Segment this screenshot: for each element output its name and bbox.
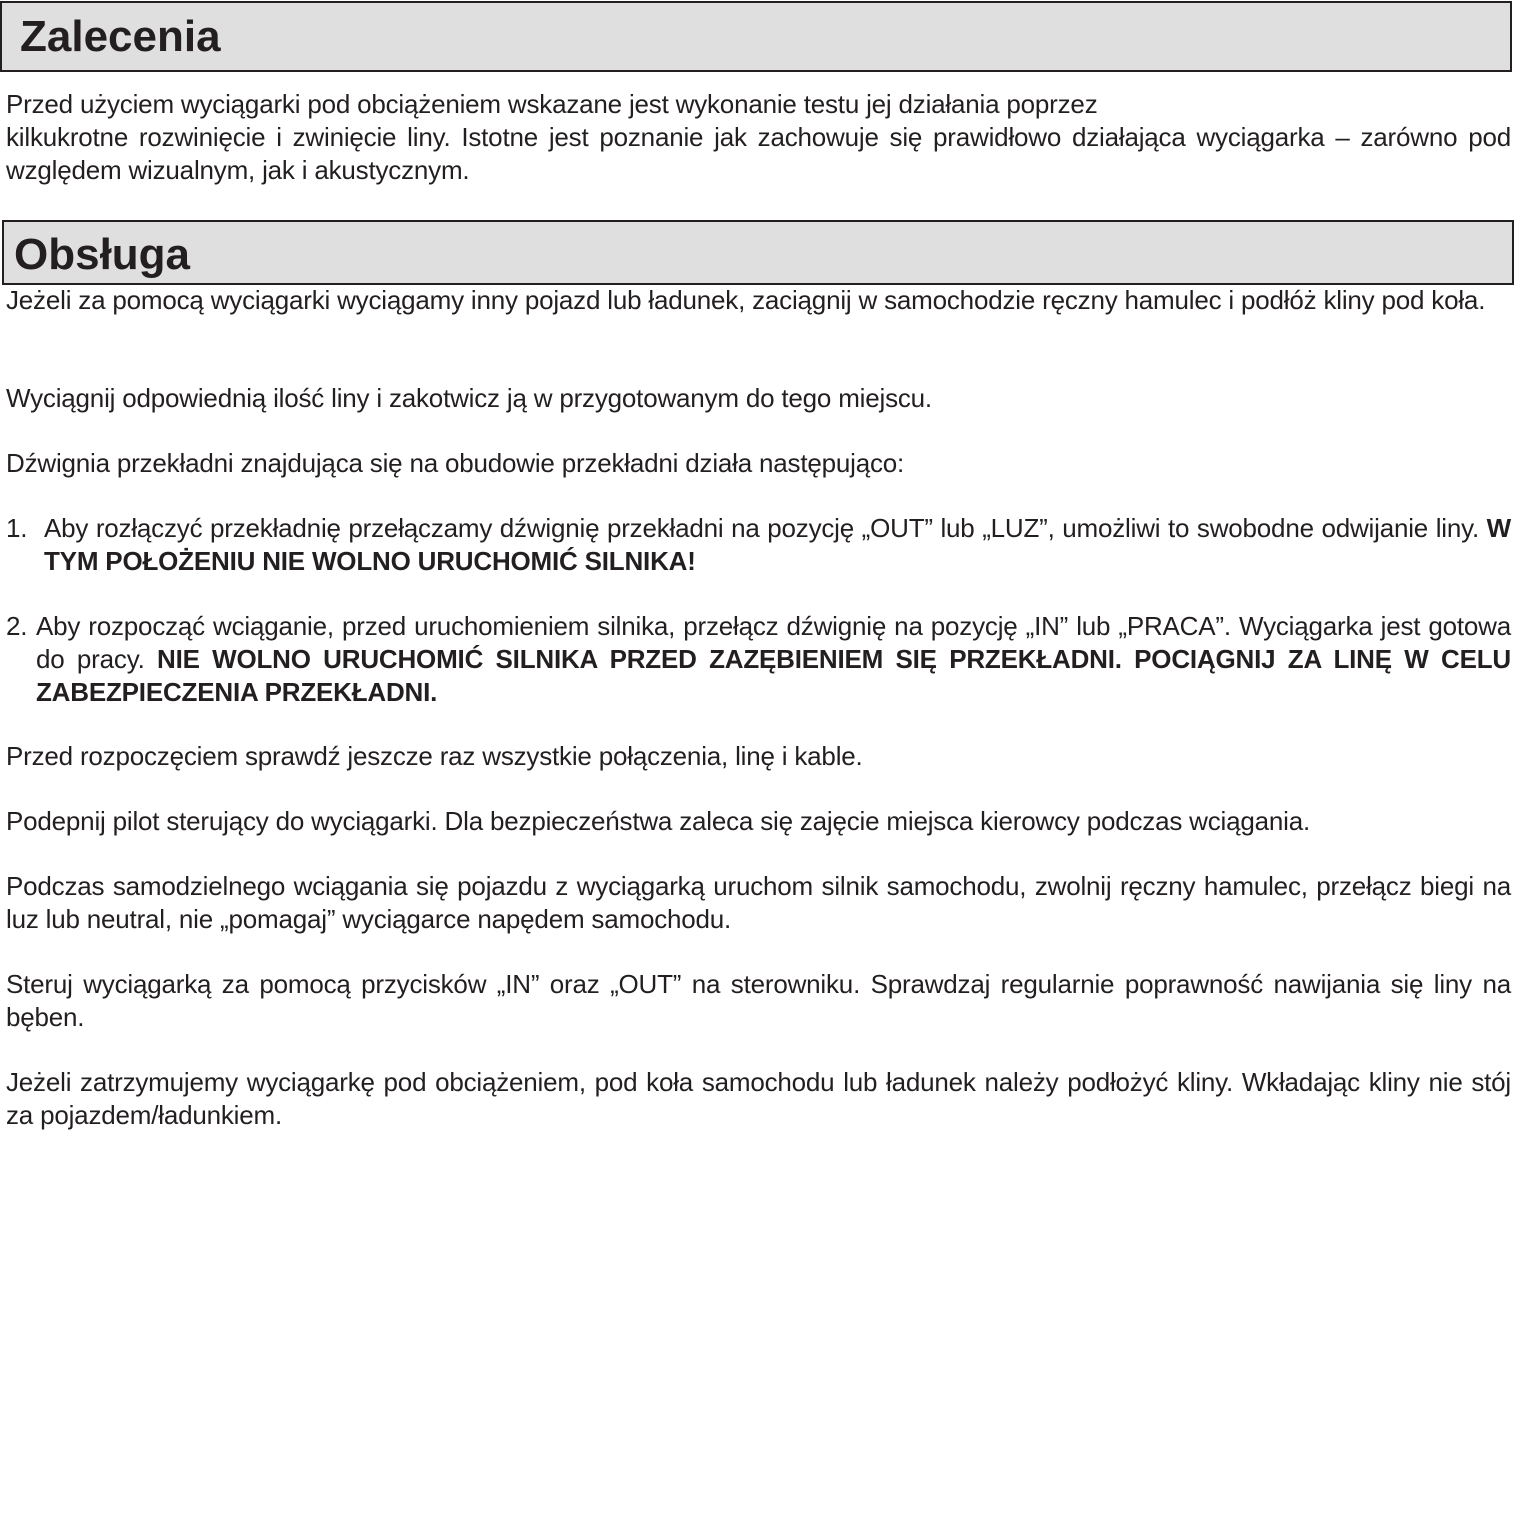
list-item-text: Aby rozpocząć wciąganie, przed uruchomieniem silnika, przełącz dźwignię na pozycję „IN” lub „PRACA”. Wyciągarka jest gotowa do pracy. [36,611,1511,674]
paragraph: Podepnij pilot sterujący do wyciągarki. Dla bezpieczeństwa zaleca się zajęcie miejsca kierowcy podczas wciągania. [6,806,1311,836]
paragraph: Wyciągnij odpowiednią ilość liny i zakotwicz ją w przygotowanym do tego miejscu. [6,383,932,413]
paragraph: Podczas samodzielnego wciągania się pojazdu z wyciągarką uruchom silnik samochodu, zwolnij ręczny hamulec, przełącz biegi na luz lub neutral, nie „pomagaj” wyciągarce napędem samochodu. [6,871,1511,934]
list-item-text: Aby rozłączyć przekładnię przełączamy dźwignię przekładni na pozycję „OUT” lub „LUZ”, umożliwi to swobodne odwijanie liny. [44,513,1480,543]
section-title: Obsługa [14,229,191,279]
paragraph-line: Przed użyciem wyciągarki pod obciążeniem wskazane jest wykonanie testu jej działania poprzez [6,89,1098,119]
warning-text: W TYM POŁOŻENIU NIE WOLNO URUCHOMIĆ SILNIKA! [44,513,1511,576]
section-title: Zalecenia [20,11,221,61]
paragraph: Steruj wyciągarką za pomocą przycisków „IN” oraz „OUT” na sterowniku. Sprawdzaj regularnie poprawność nawijania się liny na bęben. [6,969,1511,1032]
paragraph-zalecenia [6,88,1511,187]
paragraph: Jeżeli zatrzymujemy wyciągarkę pod obciążeniem, pod koła samochodu lub ładunek należy podłożyć kliny. Wkładając kliny nie stój za pojazdem/ładunkiem. [6,1067,1511,1130]
list-item-1 [6,512,1511,578]
section-header-zalecenia [0,1,1512,72]
list-item-2 [6,610,1511,709]
warning-text: NIE WOLNO URUCHOMIĆ SILNIKA PRZED ZAZĘBIENIEM SIĘ PRZEKŁADNI. POCIĄGNIJ ZA LINĘ W CELU ZABEZPIECZENIA PRZEKŁADNI. [36,644,1512,707]
list-item-body [44,512,1511,578]
paragraph: Przed rozpoczęciem sprawdź jeszcze raz wszystkie połączenia, linę i kable. [6,741,863,771]
paragraph: Jeżeli za pomocą wyciągarki wyciągamy inny pojazd lub ładunek, zaciągnij w samochodzie ręczny hamulec i podłóż kliny pod koła. [6,285,1486,315]
paragraph-line: kilkukrotne rozwinięcie i zwinięcie liny. Istotne jest poznanie jak zachowuje się prawidłowo działająca wyciągarka – zarówno pod względem wizualnym, jak i akustycznym. [6,122,1511,185]
list-number: 2. [6,611,28,641]
list-number: 1. [6,513,28,543]
section-header-obsluga [2,220,1514,285]
list-item-body [36,610,1511,709]
paragraph: Dźwignia przekładni znajdująca się na obudowie przekładni działa następująco: [6,448,905,478]
